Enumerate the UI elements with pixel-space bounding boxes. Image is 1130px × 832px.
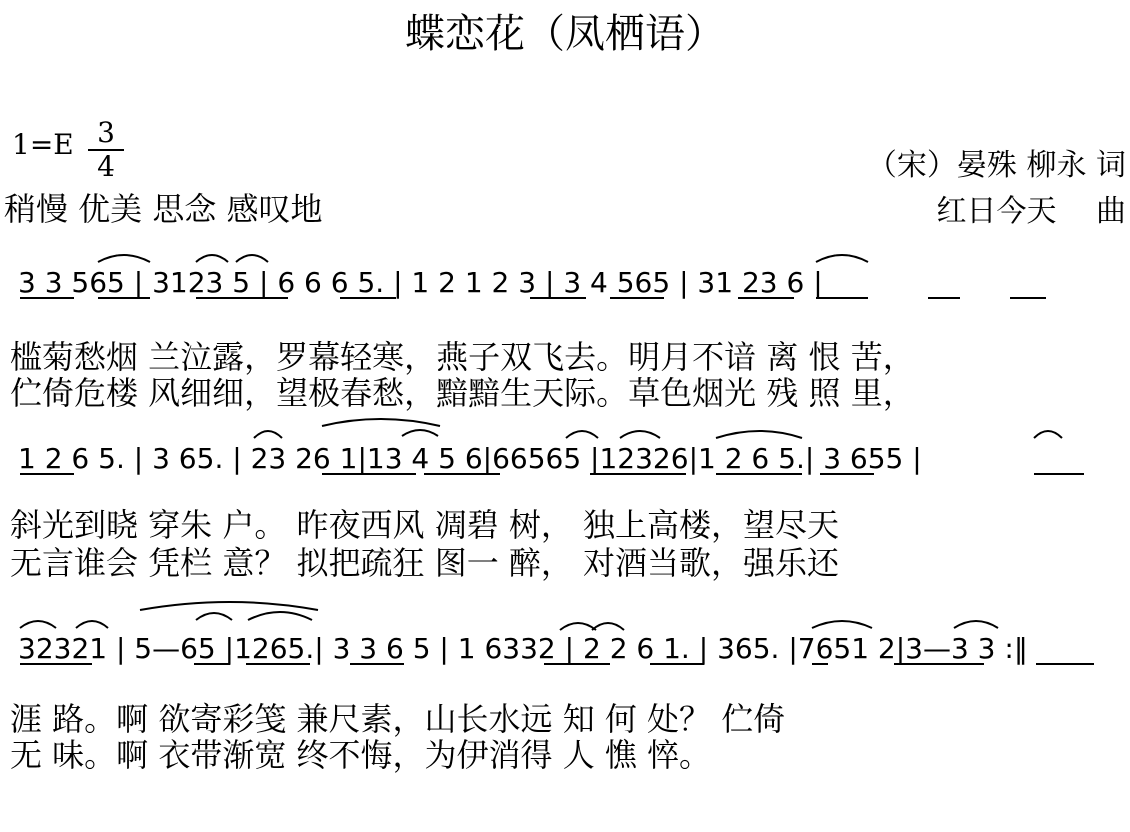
lyric-line-2-verse-1: 斜光到晓 穿朱 户。 昨夜西风 凋碧 树， 独上高楼，望尽天	[10, 506, 840, 544]
slur	[248, 612, 312, 620]
lyric-line-3-verse-1: 涯 路。啊 欲寄彩笺 兼尺素，山长水远 知 何 处？ 伫倚	[10, 700, 786, 738]
slur	[816, 255, 868, 262]
lyric-line-2-verse-2: 无言谁会 凭栏 意？ 拟把疏狂 图一 醉， 对酒当歌，强乐还	[10, 544, 840, 582]
lyric-line-1-verse-2: 伫倚危楼 风细细，望极春愁，黯黯生天际。草色烟光 残 照 里，	[10, 374, 915, 412]
slur	[196, 613, 232, 620]
lyric-line-3-verse-2: 无 味。啊 衣带渐宽 终不悔，为伊消得 人 憔 悴。	[10, 736, 712, 774]
slur	[954, 621, 998, 628]
slur	[566, 431, 598, 438]
slur	[322, 419, 440, 426]
composer-credit: 红日今天 曲	[936, 194, 1126, 229]
slur	[592, 623, 624, 630]
time-signature-top: 3	[97, 116, 115, 149]
lyric-line-1-verse-1: 槛菊愁烟 兰泣露，罗幕轻寒，燕子双飞去。明月不谙 离 恨 苦，	[10, 338, 915, 376]
slur	[20, 621, 56, 628]
key-signature: 1=E	[12, 128, 74, 161]
slur	[140, 602, 318, 610]
notation-line-2: 1 2 6 5. | 3 65. | 23 26 1|13 4 5 6|66565 |12326|1 2 6 5.| 3 655 |	[18, 442, 922, 475]
slur	[716, 431, 802, 438]
slur	[1034, 431, 1062, 438]
slur	[76, 621, 108, 628]
song-title: 蝶恋花（凤栖语）	[405, 11, 725, 57]
notation-line-1: 3 3 565 | 3123 5 | 6 6 6 5. | 1 2 1 2 3 | 3 4 565 | 31 23 6 |	[18, 266, 823, 299]
tempo-marking: 稍慢 优美 思念 感叹地	[4, 190, 323, 228]
slur	[196, 255, 228, 262]
slur	[560, 623, 596, 630]
slur	[98, 255, 150, 262]
time-signature-bottom: 4	[97, 150, 115, 183]
lyricist-credit: （宋）晏殊 柳永 词	[866, 148, 1126, 183]
notation-line-3: 32321 | 5—65 |1265.| 3 3 6 5 | 1 6332 | 2 2 6 1. | 365. |7651 2|3—3 3 :‖	[18, 632, 1028, 665]
slur	[402, 430, 438, 436]
slur	[236, 255, 268, 262]
slur	[620, 431, 660, 438]
slur	[812, 621, 872, 628]
slur	[254, 431, 282, 438]
